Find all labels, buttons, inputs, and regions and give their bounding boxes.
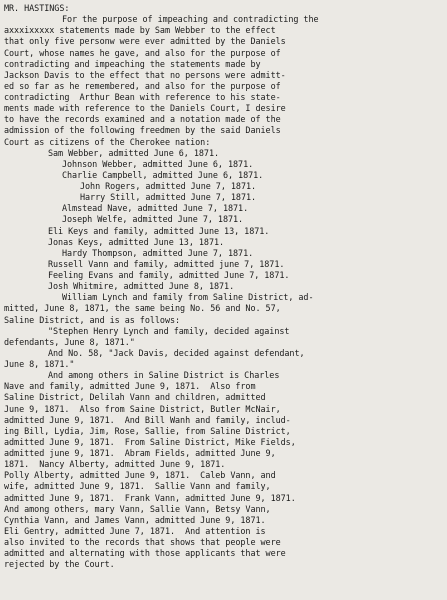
text-line: 1871. Nancy Alberty, admitted June 9, 1871. bbox=[4, 459, 226, 470]
text-line: admitted June 9, 1871. From Saline District, Mike Fields, bbox=[4, 436, 296, 447]
text-line: Joseph Welfe, admitted June 7, 1871. bbox=[62, 214, 244, 225]
text-line: admitted June 9, 1871. And Bill Wanh and family, includ- bbox=[4, 414, 291, 425]
text-line: Almstead Nave, admitted June 7, 1871. bbox=[62, 203, 249, 214]
text-line: Johnson Webber, admitted June 6, 1871. bbox=[62, 158, 254, 169]
text-line: wife, admitted June 9, 1871. Sallie Vann and family, bbox=[4, 481, 271, 492]
text-line: admitted and alternating with those applicants that were bbox=[4, 548, 286, 559]
text-line: rejected by the Court. bbox=[4, 559, 115, 570]
text-line: And among others in Saline District is Charles bbox=[48, 370, 280, 381]
text-line: ments made with reference to the Daniels Court, I desire bbox=[4, 103, 286, 114]
text-line: Cynthia Vann, and James Vann, admitted June 9, 1871. bbox=[4, 514, 266, 525]
text-line: John Rogers, admitted June 7, 1871. bbox=[80, 181, 257, 191]
text-line: Sam Webber, admitted June 6, 1871. bbox=[48, 147, 220, 158]
text-line: Eli Gentry, admitted June 7, 1871. And attention is bbox=[4, 525, 266, 536]
text-line: Josh Whitmire, admitted June 8, 1871. bbox=[48, 281, 235, 292]
text-line: William Lynch and family from Saline District, ad- bbox=[62, 292, 314, 303]
text-line: Hardy Thompson, admitted June 7, 1871. bbox=[62, 247, 254, 258]
text-line: admitted June 9, 1871. Frank Vann, admitted June 9, 1871. bbox=[4, 492, 296, 503]
text-line: mitted, June 8, 1871, the same being No. 56 and No. 57, bbox=[4, 303, 281, 314]
text-line: contradicting Arthur Bean with reference to his state- bbox=[4, 92, 281, 102]
text-line: that only five personw were ever admitted by the Daniels bbox=[4, 36, 286, 47]
text-line: Jonas Keys, admitted June 13, 1871. bbox=[48, 236, 225, 247]
text-line: And among others, mary Vann, Sallie Vann, Betsy Vann, bbox=[4, 503, 271, 514]
text-line: "Stephen Henry Lynch and family, decided against bbox=[48, 325, 290, 336]
text-line: defendants, June 8, 1871." bbox=[4, 336, 135, 347]
text-line: Charlie Campbell, admitted June 6, 1871. bbox=[62, 169, 264, 180]
text-line: Russell Vann and family, admitted june 7, 1871. bbox=[48, 258, 285, 269]
text-line: Jackson Davis to the effect that no persons were admitt- bbox=[4, 69, 286, 80]
text-line: Court, whose names he gave, and also for the purpose of bbox=[4, 47, 281, 58]
text-line: ing Bill, Lydia, Jim, Rose, Sallie, from Saline District, bbox=[4, 425, 291, 436]
text-line: also invited to the records that shows that people were bbox=[4, 537, 281, 547]
text-line: Polly Alberty, admitted June 9, 1871. Caleb Vann, and bbox=[4, 470, 276, 481]
text-line: Court as citizens of the Cherokee nation: bbox=[4, 136, 211, 147]
text-line: June 8, 1871." bbox=[4, 359, 75, 369]
text-line: contradicting and impeaching the statements made by bbox=[4, 58, 261, 69]
text-line: Saline District, and is as follows: bbox=[4, 314, 181, 325]
text-line: Feeling Evans and family, admitted June 7, 1871. bbox=[48, 270, 290, 280]
text-line: For the purpose of impeaching and contradicting the bbox=[62, 14, 319, 25]
text-line: ed so far as he remembered, and also for the purpose of bbox=[4, 80, 281, 91]
text-line: Eli Keys and family, admitted June 13, 1871. bbox=[48, 225, 270, 236]
text-line: June 9, 1871. Also from Saine District, Butler McNair, bbox=[4, 403, 281, 414]
transcript-body bbox=[4, 14, 441, 570]
speaker-heading: MR. HASTINGS: bbox=[4, 3, 70, 13]
text-line: admitted june 9, 1871. Abram Fields, admitted June 9, bbox=[4, 448, 276, 458]
text-line: Nave and family, admitted June 9, 1871. Also from bbox=[4, 381, 256, 392]
text-line: Harry Still, admitted June 7, 1871. bbox=[80, 192, 257, 203]
text-line: to have the records examined and a notation made of the bbox=[4, 114, 281, 125]
text-line: And No. 58, "Jack Davis, decided against defendant, bbox=[48, 347, 305, 358]
text-line: admission of the following freedmen by the said Daniels bbox=[4, 125, 281, 136]
text-line: axxxixxxxx statements made by Sam Webber to the effect bbox=[4, 25, 276, 36]
text-line: Saline District, Delilah Vann and children, admitted bbox=[4, 392, 266, 403]
